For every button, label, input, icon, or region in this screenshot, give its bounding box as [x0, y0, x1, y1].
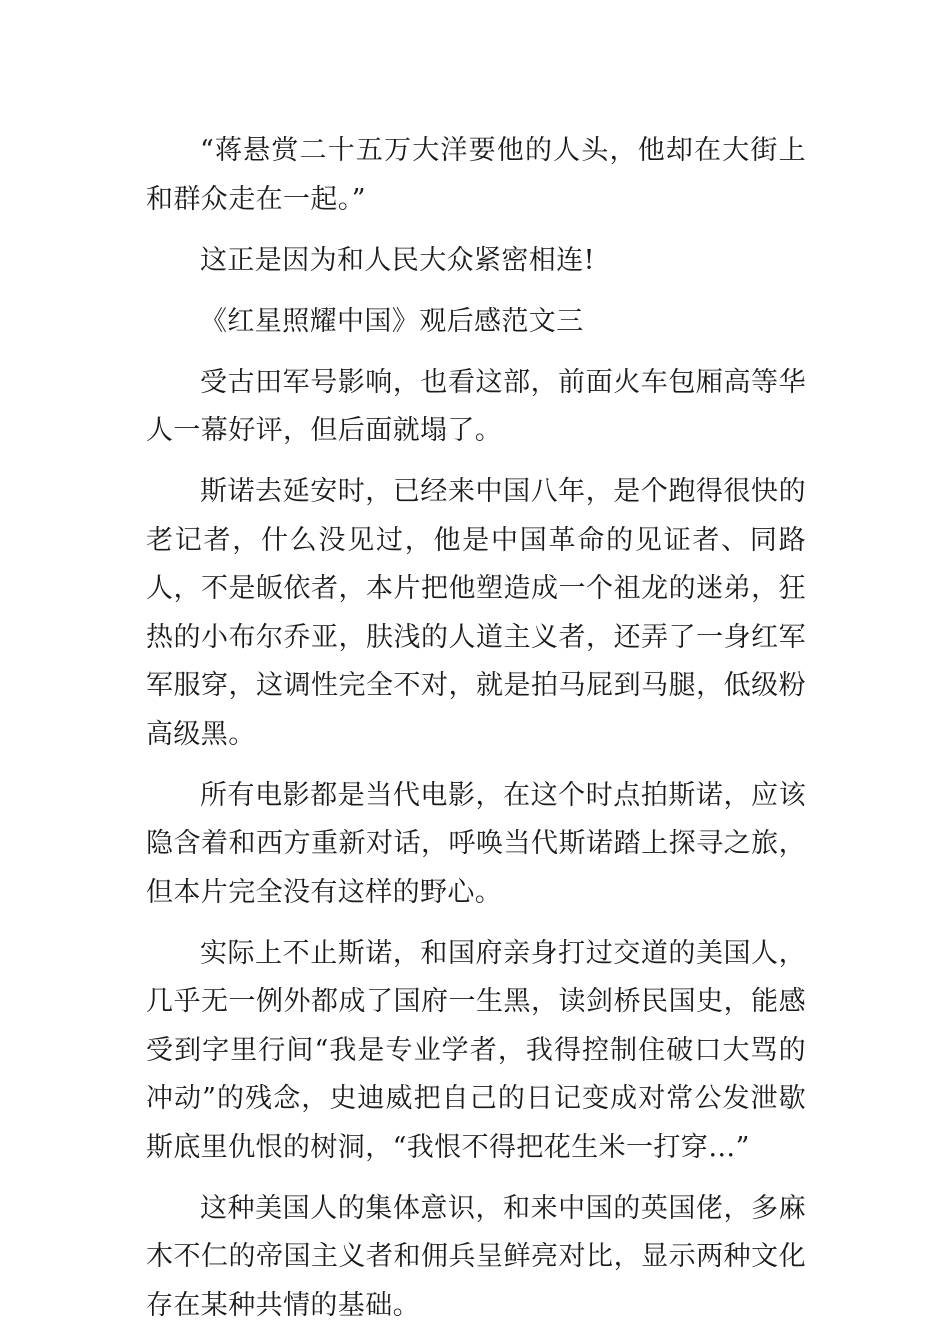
paragraph-6: 实际上不止斯诺，和国府亲身打过交道的美国人，几乎无一例外都成了国府一生黑，读剑桥民国史，能感受到字里行间“我是专业学者，我得控制住破口大骂的冲动”的残念，史迪威把自己的日记变成对常公发泄歇斯底里仇恨的树洞，“我恨不得把花生米一打穿…”	[146, 937, 806, 1163]
paragraph-1: “蒋悬赏二十五万大洋要他的人头，他却在大街上和群众走在一起。”	[146, 135, 806, 215]
paragraph-3: 受古田军号影响，也看这部，前面火车包厢高等华人一幕好评，但后面就塌了。	[146, 366, 806, 446]
paragraph-5: 所有电影都是当代电影，在这个时点拍斯诺，应该隐含着和西方重新对话，呼唤当代斯诺踏上探寻之旅，但本片完全没有这样的野心。	[146, 779, 806, 908]
paragraph-2: 这正是因为和人民大众紧密相连!	[200, 244, 595, 276]
section-title: 《红星照耀中国》观后感范文三	[200, 305, 584, 337]
paragraph-7: 这种美国人的集体意识，和来中国的英国佬，多麻木不仁的帝国主义者和佣兵呈鲜亮对比，显示两种文化存在某种共情的基础。	[146, 1192, 806, 1321]
paragraph-4: 斯诺去延安时，已经来中国八年，是个跑得很快的老记者，什么没见过，他是中国革命的见证者、同路人，不是皈依者，本片把他塑造成一个祖龙的迷弟，狂热的小布尔乔亚，肤浅的人道主义者，还弄了一身红军军服穿，这调性完全不对，就是拍马屁到马腿，低级粉高级黑。	[146, 476, 806, 750]
document-body	[146, 127, 806, 1343]
